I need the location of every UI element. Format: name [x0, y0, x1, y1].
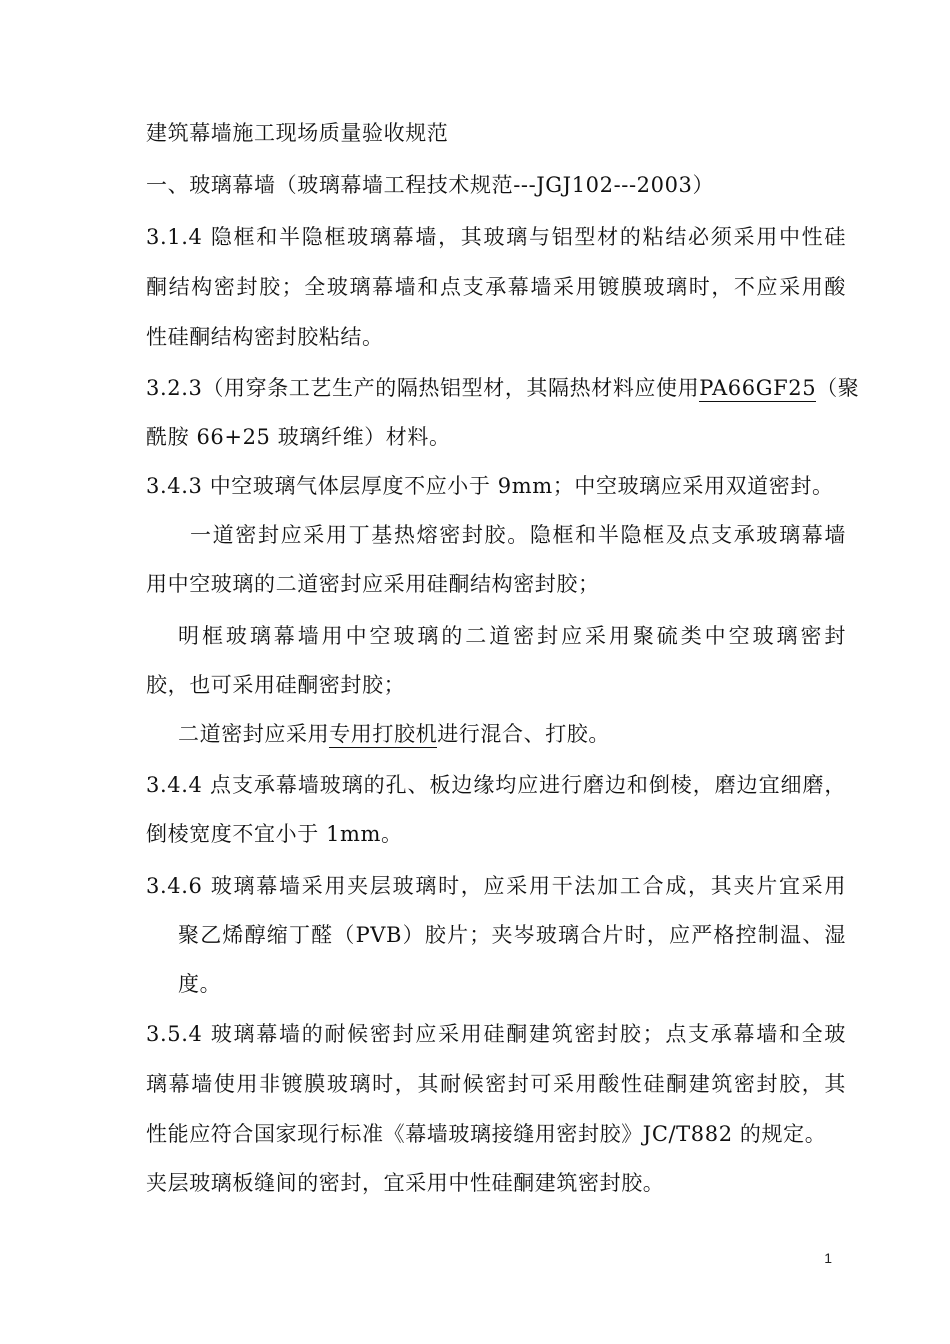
- clause-3-5-4-line-1: 3.5.4 玻璃幕墙的耐候密封应采用硅酮建筑密封胶；点支承幕墙和全玻: [146, 1022, 846, 1046]
- clause-3-4-4-line-1: 3.4.4 点支承幕墙玻璃的孔、板边缘均应进行磨边和倒棱，磨边宜细磨，: [146, 773, 846, 797]
- clause-3-5-4-line-3: 性能应符合国家现行标准《幕墙玻璃接缝用密封胶》JC/T882 的规定。: [146, 1122, 827, 1146]
- clause-3-4-3-line-6: [178, 719, 878, 749]
- clause-3-4-6-line-2: 聚乙烯醇缩丁醛（PVB）胶片；夹岑玻璃合片时，应严格控制温、湿: [178, 923, 846, 947]
- material-code-underlined: PA66GF25: [699, 376, 817, 400]
- section-heading-glass-curtain-wall: 一、玻璃幕墙（玻璃幕墙工程技术规范---JGJ102---2003）: [146, 173, 715, 197]
- clause-3-2-3-line-1: [146, 373, 860, 403]
- clause-3-2-3-text-tail: （聚: [816, 376, 860, 400]
- clause-3-4-3-text: 二道密封应采用: [178, 722, 330, 746]
- clause-3-4-3-line-2: 一道密封应采用丁基热熔密封胶。隐框和半隐框及点支承玻璃幕墙: [190, 523, 846, 547]
- clause-3-1-4-line-3: 性硅酮结构密封胶粘结。: [146, 325, 384, 349]
- clause-3-4-3-text-tail: 进行混合、打胶。: [437, 722, 611, 746]
- clause-3-1-4-line-2: 酮结构密封胶；全玻璃幕墙和点支承幕墙采用镀膜玻璃时，不应采用酸: [146, 275, 846, 299]
- clause-3-4-4-line-2: 倒棱宽度不宜小于 1mm。: [146, 822, 403, 846]
- clause-3-4-3-line-1: 3.4.3 中空玻璃气体层厚度不应小于 9mm；中空玻璃应采用双道密封。: [146, 474, 834, 498]
- clause-3-4-3-line-3: 用中空玻璃的二道密封应采用硅酮结构密封胶；: [146, 572, 600, 596]
- clause-3-4-3-line-4: 明框玻璃幕墙用中空玻璃的二道密封应采用聚硫类中空玻璃密封: [178, 624, 846, 648]
- clause-3-4-6-line-3: 度。: [178, 972, 222, 996]
- document-title: 建筑幕墙施工现场质量验收规范: [146, 121, 449, 145]
- clause-3-2-3-line-2: 酰胺 66+25 玻璃纤维）材料。: [146, 425, 451, 449]
- clause-3-5-4-line-2: 璃幕墙使用非镀膜玻璃时，其耐候密封可采用酸性硅酮建筑密封胶，其: [146, 1072, 846, 1096]
- dispensing-machine-underlined: 专用打胶机: [329, 722, 438, 746]
- clause-3-5-4-line-4: 夹层玻璃板缝间的密封，宜采用中性硅酮建筑密封胶。: [146, 1171, 665, 1195]
- clause-3-4-6-line-1: 3.4.6 玻璃幕墙采用夹层玻璃时，应采用干法加工合成，其夹片宜采用: [146, 874, 846, 898]
- clause-3-2-3-text: 3.2.3（用穿条工艺生产的隔热铝型材，其隔热材料应使用: [146, 376, 700, 400]
- page-number: 1: [824, 1250, 832, 1266]
- clause-3-1-4-line-1: 3.1.4 隐框和半隐框玻璃幕墙，其玻璃与铝型材的粘结必须采用中性硅: [146, 225, 846, 249]
- clause-3-4-3-line-5: 胶，也可采用硅酮密封胶；: [146, 673, 406, 697]
